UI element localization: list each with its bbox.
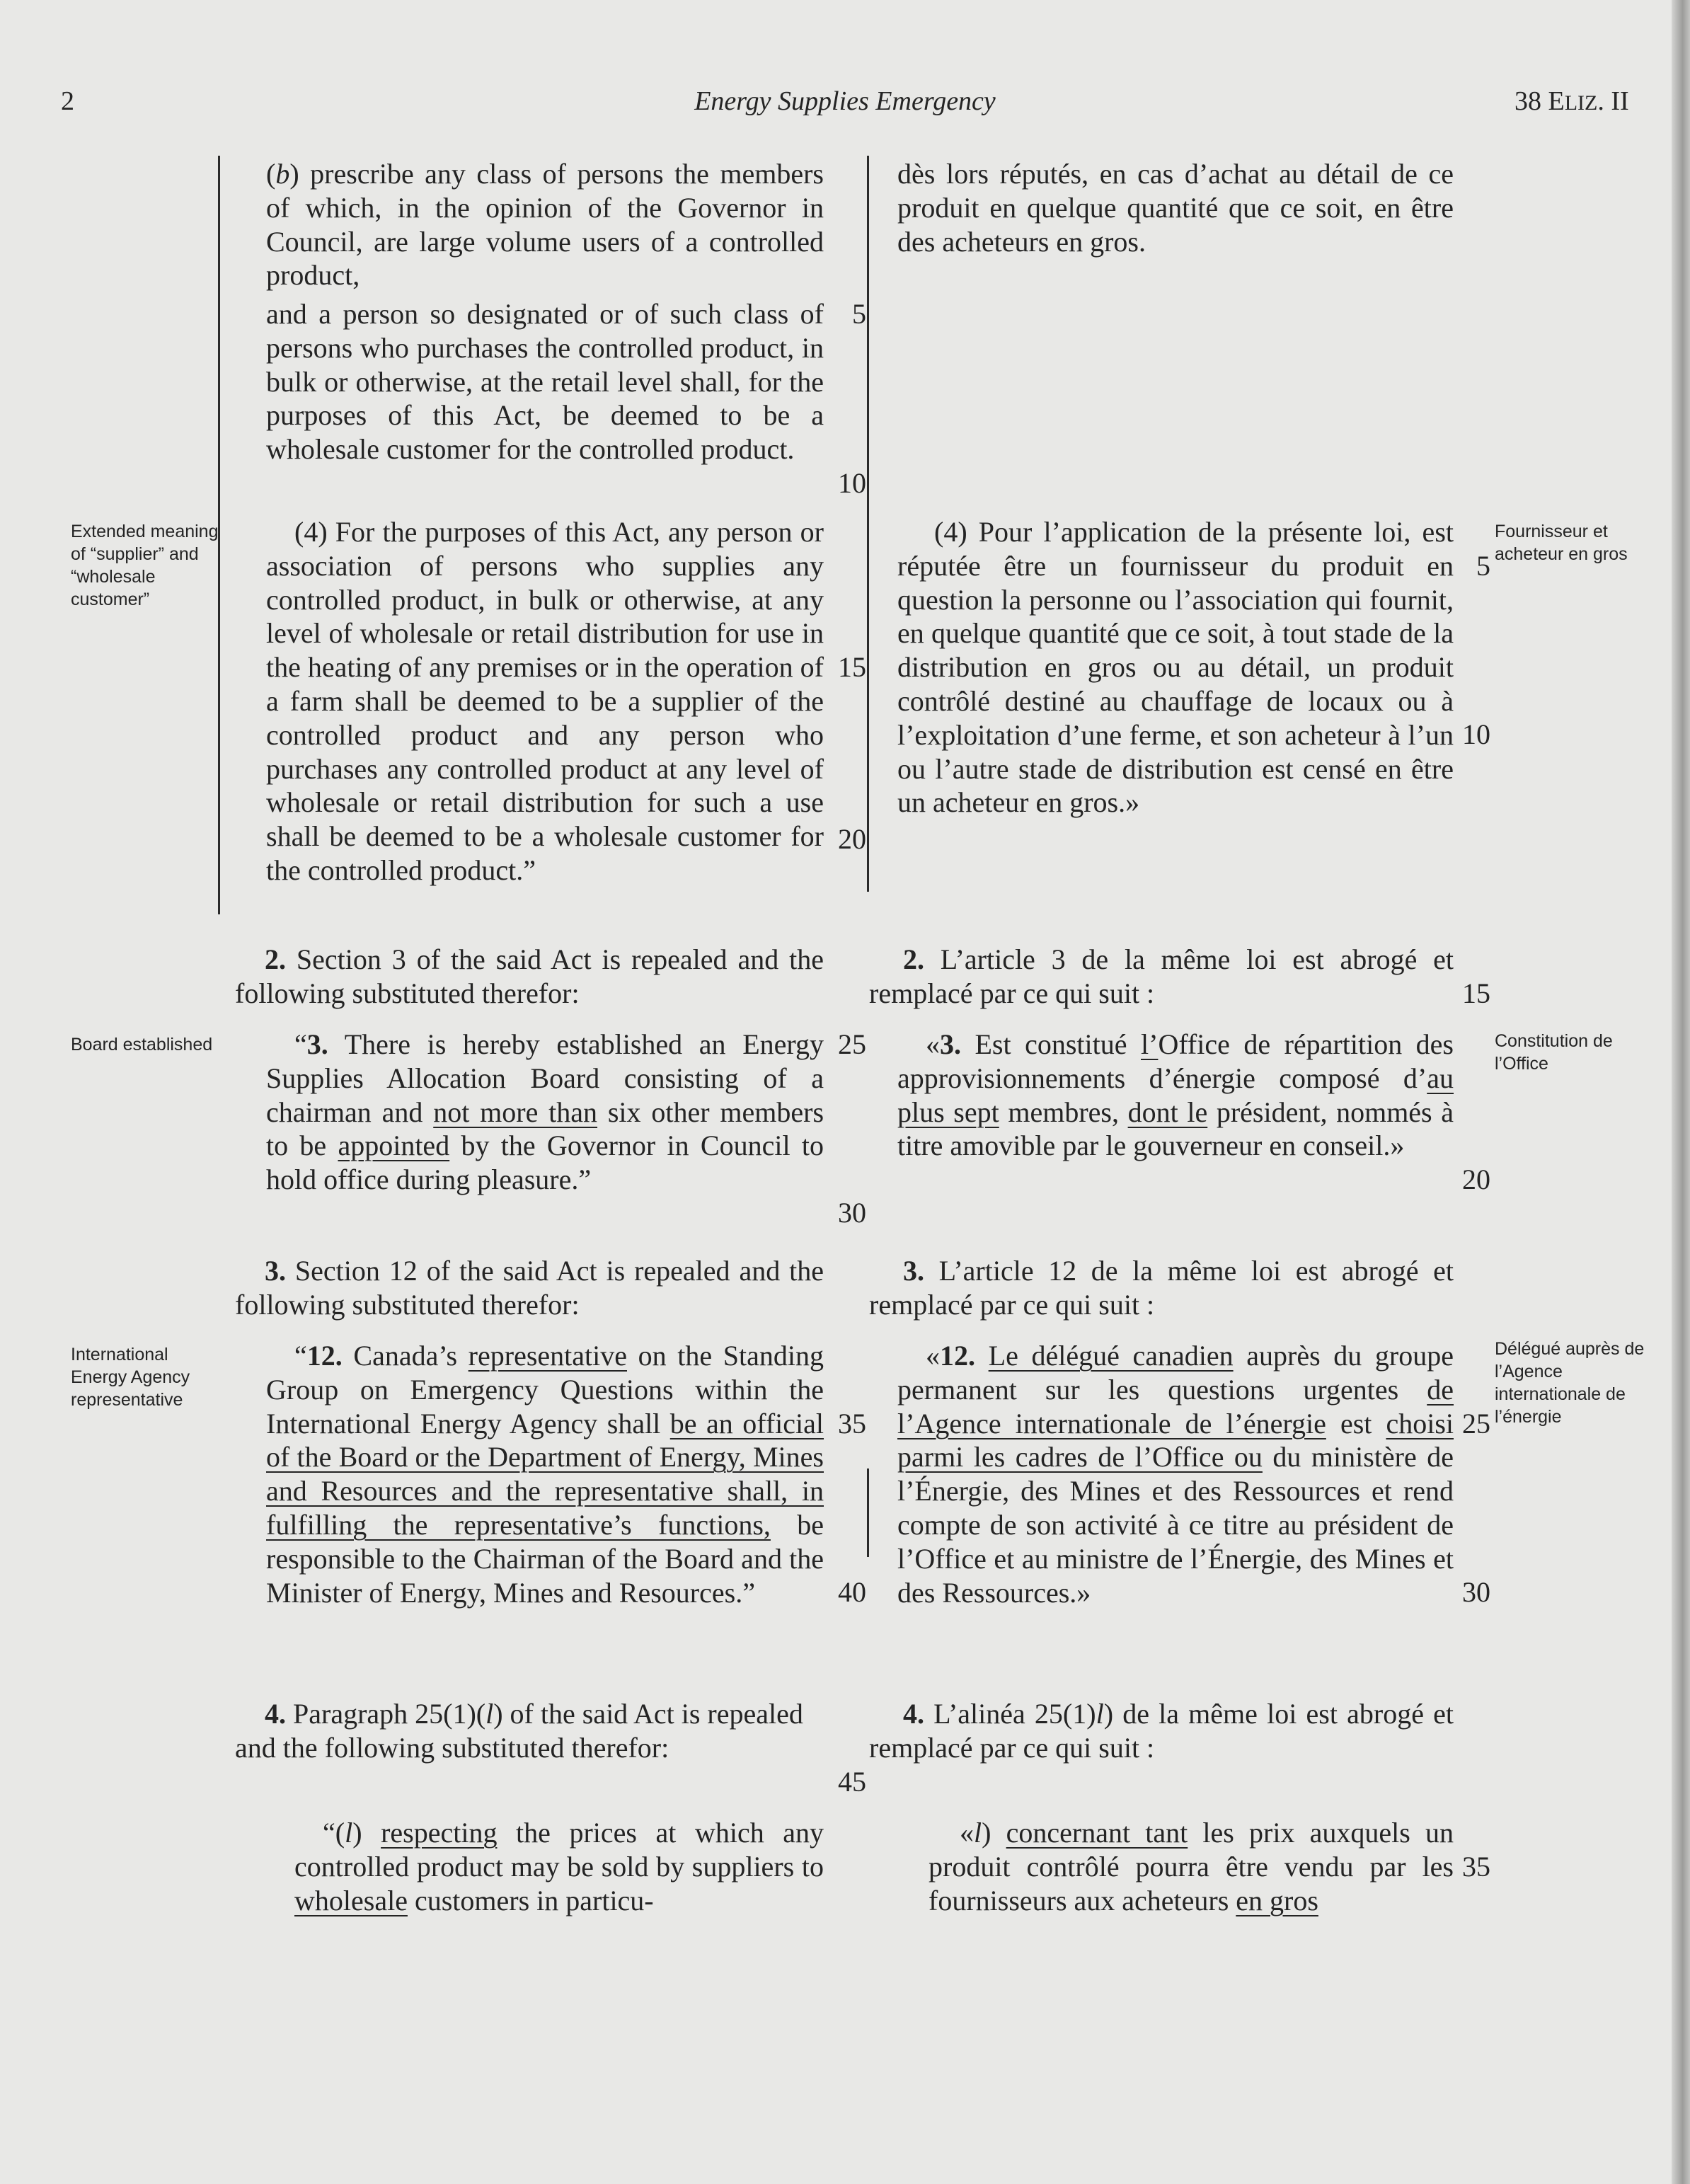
section-text: Office de répartition des approvisionnements d’énergie composé d’ bbox=[897, 1028, 1454, 1094]
clause-text: ) of the said Act is repealed and the following substituted therefor: bbox=[235, 1698, 803, 1764]
english-clause-4 bbox=[235, 1697, 824, 1765]
amended-text: au plus sept bbox=[897, 1062, 1454, 1128]
english-new-paragraph-l bbox=[266, 1816, 824, 1917]
section-number: 3. bbox=[940, 1028, 961, 1060]
section-text: du ministère de l’Énergie, des Mines et des Ressources et rend compte de son activité à ce titre au président de l’Office et au ministre de l’Énergie, des Mines et des Ressources.» bbox=[897, 1441, 1454, 1609]
paragraph-letter: l bbox=[345, 1817, 353, 1849]
amended-text: wholesale bbox=[294, 1884, 408, 1916]
french-clause-3 bbox=[869, 1254, 1454, 1322]
section-text: président, nommés à titre amovible par le gouverneur en conseil.» bbox=[897, 1096, 1454, 1162]
french-subsection-4: (4) Pour l’application de la présente loi, est réputée être un fournisseur du produit en question la personne ou l’association qui fournit, en quelque quantité que ce soit, à tout stade de la distribution en gros ou au détail, un produit contrôlé destiné au chauffage de locaux ou à l’exploitation d’une ferme, et son acheteur à l’un ou l’autre stade de distribution est censé en être un acheteur en gros.» bbox=[897, 516, 1454, 819]
clause-number: 4. bbox=[265, 1698, 286, 1730]
clause-text: Section 3 of the said Act is repealed and the following substituted therefor: bbox=[235, 943, 824, 1009]
margin-note-delegue: Délégué auprès de l’Agence internationale de l’énergie bbox=[1495, 1339, 1645, 1427]
paragraph-letter: l bbox=[485, 1698, 494, 1730]
english-clause-3 bbox=[235, 1254, 824, 1322]
line-number: 20 bbox=[838, 823, 866, 855]
french-new-paragraph-l bbox=[897, 1816, 1454, 1917]
margin-note-constitution-office: Constitution de l’Office bbox=[1495, 1031, 1613, 1074]
clause-text: L’article 3 de la même loi est abrogé et remplacé par ce qui suit : bbox=[869, 943, 1454, 1009]
english-paragraph-b: (b) prescribe any class of persons the members of which, in the opinion of the Governor in Council, are large volume users of a controlled product, bbox=[266, 158, 824, 292]
section-text: on the Standing Group on Emergency Questions within the International Energy Agency shall bbox=[266, 1340, 824, 1439]
line-number: 30 bbox=[838, 1197, 866, 1229]
line-number: 35 bbox=[1462, 1851, 1490, 1883]
section-text: be responsible to the Chairman of the Board and the Minister of Energy, Mines and Resources.” bbox=[266, 1508, 824, 1609]
english-new-section-3 bbox=[266, 1028, 824, 1197]
margin-note-iea-representative: International Energy Agency representative bbox=[71, 1345, 190, 1410]
section-text: Canada’s bbox=[342, 1340, 469, 1372]
clause-text: Paragraph 25(1)( bbox=[286, 1698, 486, 1730]
clause-number: 4. bbox=[903, 1698, 924, 1730]
line-number: 35 bbox=[838, 1408, 866, 1439]
page-number: 2 bbox=[61, 86, 74, 116]
paragraph-letter: b bbox=[275, 158, 290, 190]
french-new-section-3 bbox=[897, 1028, 1454, 1163]
english-deeming-clause: and a person so designated or of such class of persons who purchases the controlled product, in bulk or otherwise, at the retail level shall, for the purposes of this Act, be deemed to be a wholesale customer for the controlled product. bbox=[266, 298, 824, 466]
quote-mark: « bbox=[960, 1817, 974, 1849]
amended-text: de l’Agence internationale de l’énergie bbox=[897, 1373, 1454, 1439]
clause-number: 2. bbox=[903, 943, 924, 975]
amended-text: respecting bbox=[381, 1817, 498, 1849]
paragraph-text: les prix auxquels un produit contrôlé pourra être vendu par les fournisseurs aux acheteurs bbox=[929, 1817, 1454, 1916]
section-text: membres, bbox=[999, 1096, 1128, 1128]
regnal-year-suffix: . II bbox=[1597, 86, 1629, 116]
paragraph-bracket: ) bbox=[982, 1817, 1006, 1849]
clause-text: L’alinéa 25(1) bbox=[924, 1698, 1096, 1730]
english-subsection-4: (4) For the purposes of this Act, any person or association of persons who supplies any controlled product, in bulk or otherwise, at any level of wholesale or retail distribution for use in the heating of any premises or in the operation of a farm shall be deemed to be a supplier of the controlled product and any person who purchases any controlled product at any level of wholesale or retail distribution for such a use shall be deemed to be a wholesale customer for the controlled product.” bbox=[266, 516, 824, 886]
line-number: 10 bbox=[1462, 718, 1490, 750]
french-top-text: dès lors réputés, en cas d’achat au détail de ce produit en quelque quantité que ce soit, en être des acheteurs en gros. bbox=[897, 158, 1454, 258]
french-new-section-12 bbox=[897, 1339, 1454, 1609]
margin-note-extended-meaning: Extended meaning of “supplier” and “wholesale customer” bbox=[71, 522, 219, 609]
amended-text: l’ bbox=[1141, 1028, 1159, 1060]
amended-text: not more than bbox=[433, 1096, 598, 1128]
regnal-year-smallcaps: LIZ bbox=[1564, 91, 1598, 115]
french-clause-4 bbox=[869, 1697, 1454, 1765]
clause-number: 3. bbox=[903, 1255, 924, 1287]
line-number: 5 bbox=[852, 298, 866, 330]
page-edge-shadow bbox=[1672, 0, 1690, 2184]
line-number: 15 bbox=[838, 651, 866, 683]
clause-text: L’article 12 de la même loi est abrogé et remplacé par ce qui suit : bbox=[869, 1255, 1454, 1321]
english-new-section-12 bbox=[266, 1339, 824, 1609]
paragraph-text: the prices at which any controlled product may be sold by suppliers to bbox=[294, 1817, 824, 1883]
clause-text: ) de la même loi est abrogé et remplacé par ce qui suit : bbox=[869, 1698, 1454, 1764]
paragraph-b-text: prescribe any class of persons the members of which, in the opinion of the Governor in Council, are large volume users of a controlled product, bbox=[266, 158, 824, 292]
amended-text: choisi parmi les cadres de l’Office ou bbox=[897, 1407, 1454, 1473]
quote-mark: « bbox=[926, 1340, 940, 1372]
amended-text: be an official of the Board or the Department of Energy, Mines and Resources and the representative shall, in fulfilling the representative’s functions, bbox=[266, 1407, 824, 1541]
line-number: 15 bbox=[1462, 977, 1490, 1009]
quote-mark: “ bbox=[294, 1028, 307, 1060]
quote-mark: « bbox=[926, 1028, 940, 1060]
revision-bar-center-2 bbox=[867, 1469, 869, 1557]
section-text: est bbox=[1326, 1407, 1386, 1439]
line-number: 20 bbox=[1462, 1163, 1490, 1195]
clause-number: 3. bbox=[265, 1255, 286, 1287]
quote-mark: “ bbox=[294, 1340, 307, 1372]
line-number: 5 bbox=[1476, 550, 1490, 582]
regnal-year bbox=[1514, 84, 1629, 121]
line-number: 40 bbox=[838, 1576, 866, 1608]
quote-mark: “( bbox=[323, 1817, 345, 1849]
paragraph-letter: l bbox=[1096, 1698, 1104, 1730]
section-text: six other members to be bbox=[266, 1096, 824, 1162]
amended-text: concernant tant bbox=[1006, 1817, 1188, 1849]
paragraph-bracket: ) bbox=[352, 1817, 381, 1849]
amended-text: dont le bbox=[1127, 1096, 1208, 1128]
amended-text: en gros bbox=[1236, 1884, 1318, 1916]
section-number: 12. bbox=[940, 1340, 975, 1372]
line-number: 25 bbox=[1462, 1408, 1490, 1439]
section-text: There is hereby established an Energy Supplies Allocation Board consisting of a chairman and bbox=[266, 1028, 824, 1128]
line-number: 30 bbox=[1462, 1576, 1490, 1608]
section-text: Est constitué bbox=[961, 1028, 1141, 1060]
english-clause-2 bbox=[235, 943, 824, 1011]
line-number: 10 bbox=[838, 467, 866, 499]
revision-bar-center-1 bbox=[867, 156, 869, 892]
section-number: 3. bbox=[306, 1028, 328, 1060]
line-number: 45 bbox=[838, 1766, 866, 1798]
line-number: 25 bbox=[838, 1028, 866, 1060]
french-clause-2 bbox=[869, 943, 1454, 1011]
section-text bbox=[975, 1340, 989, 1372]
running-title: Energy Supplies Emergency bbox=[694, 86, 996, 116]
section-number: 12. bbox=[306, 1340, 343, 1372]
margin-note-board-established: Board established bbox=[71, 1035, 213, 1054]
paragraph-letter: l bbox=[974, 1817, 982, 1849]
clause-number: 2. bbox=[265, 943, 286, 975]
margin-note-fournisseur: Fournisseur et acheteur en gros bbox=[1495, 522, 1628, 564]
regnal-year-prefix: 38 E bbox=[1514, 86, 1565, 116]
section-text: by the Governor in Council to hold office during pleasure.” bbox=[266, 1130, 824, 1196]
amended-text: appointed bbox=[338, 1130, 450, 1162]
clause-text: Section 12 of the said Act is repealed and the following substituted therefor: bbox=[235, 1255, 824, 1321]
paragraph-text: customers in particu- bbox=[407, 1884, 654, 1916]
amended-text: representative bbox=[468, 1340, 627, 1372]
section-text: auprès du groupe permanent sur les questions urgentes bbox=[897, 1340, 1454, 1406]
amended-text: Le délégué canadien bbox=[988, 1340, 1234, 1372]
